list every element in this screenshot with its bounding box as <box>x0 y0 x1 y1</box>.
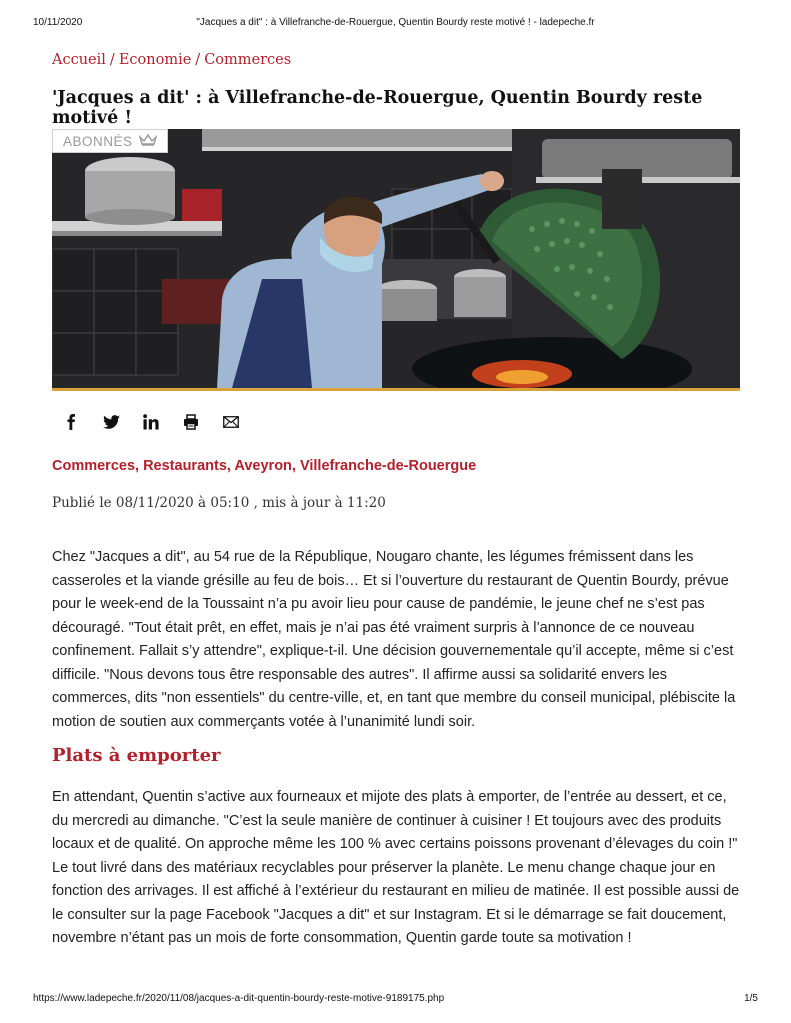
print-url: https://www.ladepeche.fr/2020/11/08/jacques-a-dit-quentin-bourdy-reste-motive-9189175.php <box>33 993 445 1004</box>
print-title: "Jacques a dit" : à Villefranche-de-Rouergue, Quentin Bourdy reste motivé ! - ladepeche.fr <box>196 17 595 28</box>
linkedin-icon[interactable] <box>142 413 160 431</box>
subscriber-badge <box>52 129 168 153</box>
print-date: 10/11/2020 <box>33 17 83 28</box>
tag-commerces[interactable]: Commerces <box>52 458 136 474</box>
breadcrumb <box>52 52 291 68</box>
print-icon[interactable] <box>182 413 200 431</box>
tag-restaurants[interactable]: Restaurants <box>143 458 227 474</box>
article-paragraph: Chez "Jacques a dit", au 54 rue de la République, Nougaro chante, les légumes frémissent dans les casseroles et la viande grésille au feu de bois… Et si l’ouverture du restaurant de Quentin Bourdy, prévue pour le week-end de la Toussaint n’a pu avoir lieu pour cause de pandémie, le jeune chef ne s’est pas découragé. "Tout était prêt, en effet, mais je n’ai pas été vraiment surpris à l’annonce de ce nouveau confinement. Fallait s’y attendre", explique-t-il. Une décision gouvernementale qu’il accepte, même si c’est difficile. "Nous devons tous être responsable des autres". Il affirme aussi sa solidarité envers les commerces, dits "non essentiels" du centre-ville, et, en tant que membre du conseil municipal, plébiscite la motion de soutien aux commerçants votée à l’unanimité lundi soir. <box>52 549 736 730</box>
breadcrumb-separator: / <box>195 52 201 68</box>
article-paragraph: En attendant, Quentin s’active aux fourneaux et mijote des plats à emporter, de l’entrée au dessert, et ce, du mercredi au dimanche. "C’est la seule manière de continuer à cuisiner ! Et toujours avec des produits locaux et de qualité. On approche même les 100 % avec certains poissons provenant d’élevages du coin !" Le tout livré dans des matériaux recyclables pour préserver la planète. Le menu change chaque jour en fonction des arrivages. Il est affiché à l’extérieur du restaurant en milieu de matinée. Il est possible aussi de le consulter sur la page Facebook "Jacques a dit" et sur Instagram. Et si le démarrage se fait doucement, novembre n’étant pas un mois de forte consommation, Quentin garde toute sa motivation ! <box>52 789 740 946</box>
facebook-icon[interactable] <box>62 413 80 431</box>
hero-image <box>52 129 740 391</box>
tag-aveyron[interactable]: Aveyron <box>234 458 292 474</box>
breadcrumb-separator: / <box>109 52 115 68</box>
print-header <box>33 17 758 31</box>
section-heading: Plats à emporter <box>52 745 221 766</box>
print-page-number: 1/5 <box>744 993 758 1004</box>
share-bar <box>62 413 240 431</box>
tag-villefranche[interactable]: Villefranche-de-Rouergue <box>299 458 477 474</box>
publish-date: Publié le 08/11/2020 à 05:10 , mis à jour à 11:20 <box>52 495 386 511</box>
breadcrumb-economie[interactable]: Economie <box>118 52 192 68</box>
mail-icon[interactable] <box>222 413 240 431</box>
breadcrumb-accueil[interactable]: Accueil <box>52 52 106 68</box>
twitter-icon[interactable] <box>102 413 120 431</box>
print-footer <box>33 993 758 1007</box>
breadcrumb-commerces[interactable]: Commerces <box>204 52 292 68</box>
tag-list: Commerces, Restaurants, Aveyron, Villefranche-de-Rouergue <box>52 458 477 474</box>
article-title: 'Jacques a dit' : à Villefranche-de-Rouergue, Quentin Bourdy reste motivé ! <box>52 88 703 128</box>
crown-icon <box>139 134 157 149</box>
kitchen-photo <box>52 129 740 388</box>
badge-label: ABONNÉS <box>63 133 133 149</box>
